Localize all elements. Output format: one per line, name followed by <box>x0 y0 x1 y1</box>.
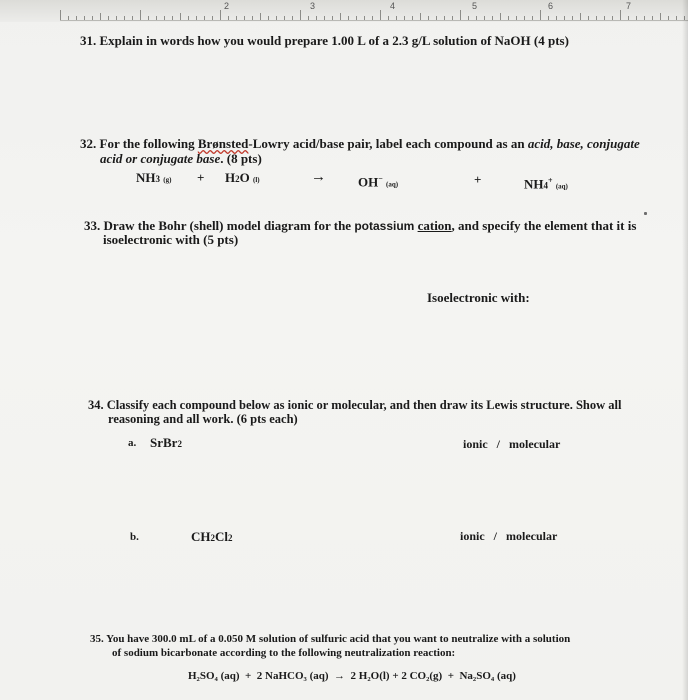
ruler-tick <box>76 16 77 20</box>
oh-formula <box>358 171 398 192</box>
ruler-tick <box>204 16 205 20</box>
ruler-number: 2 <box>224 1 230 11</box>
ruler-tick <box>132 16 133 20</box>
ruler-number: 6 <box>548 1 554 11</box>
ruler-tick <box>516 16 517 20</box>
isoelectronic-label: Isoelectronic with: <box>427 290 530 305</box>
ruler-tick <box>292 16 293 20</box>
ruler-tick <box>60 10 61 20</box>
ruler-tick <box>644 16 645 20</box>
ruler-tick <box>212 16 213 20</box>
ruler-tick <box>260 13 261 20</box>
h2o-formula <box>225 170 260 188</box>
ruler-tick <box>412 16 413 20</box>
plus-sign-1: + <box>197 170 205 185</box>
ruler-tick <box>660 13 661 20</box>
q33-potassium: potassium <box>354 219 415 233</box>
ruler-tick <box>316 16 317 20</box>
question-33-line2: isoelectronic with (5 pts) <box>103 232 239 247</box>
ruler-tick <box>284 16 285 20</box>
ruler-tick <box>188 16 189 20</box>
ruler-number: 5 <box>472 1 478 11</box>
q32-italic1: acid, base, conjugate <box>527 136 640 151</box>
ruler-tick <box>276 16 277 20</box>
ruler-tick <box>436 16 437 20</box>
ruler-tick <box>572 16 573 20</box>
q32-prefix: 32. For the following <box>80 136 198 151</box>
ruler-tick <box>252 16 253 20</box>
ruler-tick <box>652 16 653 20</box>
ruler-tick <box>196 16 197 20</box>
reaction-arrow: → <box>311 169 326 185</box>
ruler-tick <box>244 16 245 20</box>
ruler-tick <box>668 16 669 20</box>
q33-cation: cation <box>417 218 452 233</box>
question-31: 31. Explain in words how you would prepare 1.00 L of a 2.3 g/L solution of NaOH (4 pts) <box>80 33 569 48</box>
h2o-state: (l) <box>253 176 260 184</box>
ruler-tick <box>636 16 637 20</box>
ch2cl2-text-c: CH <box>191 529 211 544</box>
ruler-tick <box>220 10 221 20</box>
ruler-tick <box>524 16 525 20</box>
ruler-tick <box>588 16 589 20</box>
plus-sign-2: + <box>474 172 482 187</box>
ruler-tick <box>620 10 621 20</box>
ruler-tick <box>172 16 173 20</box>
question-34-line1: 34. Classify each compound below as ionic or molecular, and then draw its Lewis structure. Show all <box>88 398 622 412</box>
part-a-options: ionic / molecular <box>463 437 561 451</box>
ruler-tick <box>140 10 141 20</box>
ruler-tick <box>444 16 445 20</box>
ruler-tick <box>124 16 125 20</box>
ruler-tick <box>508 16 509 20</box>
ruler-tick <box>84 16 85 20</box>
ruler-tick <box>500 13 501 20</box>
h2o-tail: O <box>239 170 250 185</box>
nh3-subscript: 3 <box>155 174 160 184</box>
q33-prefix: 33. Draw the Bohr (shell) model diagram for the <box>84 218 355 233</box>
ruler-tick <box>420 13 421 20</box>
part-b-options: ionic / molecular <box>460 529 558 543</box>
ch2cl2-formula <box>191 529 233 546</box>
nh3-formula <box>136 170 171 188</box>
h2o-subscript: 2 <box>235 174 240 184</box>
ruler-tick <box>556 16 557 20</box>
ruler-tick <box>364 16 365 20</box>
srbr2-text: SrBr <box>150 435 178 450</box>
question-32-line2 <box>100 151 262 166</box>
oh-state: (aq) <box>386 180 399 189</box>
oh-superscript: − <box>378 174 383 183</box>
ruler-tick <box>116 16 117 20</box>
q32-bronsted: Brønsted <box>197 136 249 151</box>
ruler-number: 7 <box>626 1 632 11</box>
ruler-tick <box>564 16 565 20</box>
question-34-line2: reasoning and all work. (6 pts each) <box>108 412 298 426</box>
ruler-tick <box>268 16 269 20</box>
ruler-tick <box>308 16 309 20</box>
ruler-tick <box>236 16 237 20</box>
ruler-tick <box>428 16 429 20</box>
stray-mark <box>644 212 647 215</box>
nh3-state: (g) <box>163 176 172 184</box>
part-a-label: a. <box>128 437 137 449</box>
ruler-tick <box>596 16 597 20</box>
ruler-tick <box>332 16 333 20</box>
ruler-tick <box>612 16 613 20</box>
ruler-tick <box>452 16 453 20</box>
ruler-tick <box>156 16 157 20</box>
oh-text: OH <box>358 174 379 190</box>
ruler-tick <box>380 10 381 20</box>
srbr2-subscript: 2 <box>177 439 182 449</box>
ruler-number: 3 <box>310 1 316 11</box>
ruler-tick <box>604 16 605 20</box>
ch2cl2-text-cl: Cl <box>215 529 228 544</box>
neutralization-equation: H₂SO₄ (aq) + 2 NaHCO₃ (aq) → 2 H₂O(l) + 2 CO₂(g) + Na₂SO₄ (aq) <box>188 670 516 682</box>
question-35-line1: 35. You have 300.0 mL of a 0.050 M solution of sulfuric acid that you want to neutralize with a solution <box>90 633 571 645</box>
q32-mid: -Lowry acid/base pair, label each compound as an <box>248 136 528 151</box>
ruler-tick <box>164 16 165 20</box>
ch2cl2-subscript-2: 2 <box>228 533 233 543</box>
ruler-tick <box>340 13 341 20</box>
q33-suffix: , and specify the element that it is <box>451 218 637 233</box>
q32-italic2: acid or conjugate base <box>100 151 221 166</box>
ruler-tick <box>356 16 357 20</box>
nh4-state: (aq) <box>555 182 568 191</box>
nh3-text: NH <box>136 170 156 185</box>
ruler-tick <box>300 10 301 20</box>
ruler-tick <box>372 16 373 20</box>
ch2cl2-subscript-1: 2 <box>210 533 215 543</box>
ruler-tick <box>468 16 469 20</box>
ruler-tick <box>628 16 629 20</box>
nh4-text: NH <box>524 176 544 192</box>
ruler-tick <box>404 16 405 20</box>
ruler-tick <box>540 10 541 20</box>
ruler-tick <box>388 16 389 20</box>
srbr2-formula <box>150 435 182 452</box>
ruler-tick <box>68 16 69 20</box>
ruler-tick <box>492 16 493 20</box>
part-b-label: b. <box>130 531 139 543</box>
question-32-line1 <box>80 136 640 151</box>
ruler-tick <box>228 16 229 20</box>
ruler-tick <box>100 13 101 20</box>
h2o-text: H <box>225 170 236 185</box>
ruler-tick <box>580 13 581 20</box>
page-edge-shadow <box>682 0 688 700</box>
ruler-tick <box>148 16 149 20</box>
ruler-tick <box>532 16 533 20</box>
ruler-tick <box>108 16 109 20</box>
nh4-superscript: + <box>548 176 553 185</box>
ruler-tick <box>348 16 349 20</box>
ruler-tick <box>548 16 549 20</box>
nh4-subscript: 4 <box>543 180 548 191</box>
q32-suffix: . (8 pts) <box>220 151 262 166</box>
ruler-tick <box>484 16 485 20</box>
ruler-tick <box>476 16 477 20</box>
ruler-number: 4 <box>390 1 396 11</box>
ruler-tick <box>324 16 325 20</box>
ruler-tick <box>180 13 181 20</box>
nh4-formula <box>524 173 568 194</box>
ruler-tick <box>92 16 93 20</box>
ruler-tick <box>676 16 677 20</box>
ruler-tick <box>460 10 461 20</box>
question-35-line2: of sodium bicarbonate according to the following neutralization reaction: <box>112 647 456 659</box>
ruler-tick <box>396 16 397 20</box>
ruler <box>60 0 688 21</box>
